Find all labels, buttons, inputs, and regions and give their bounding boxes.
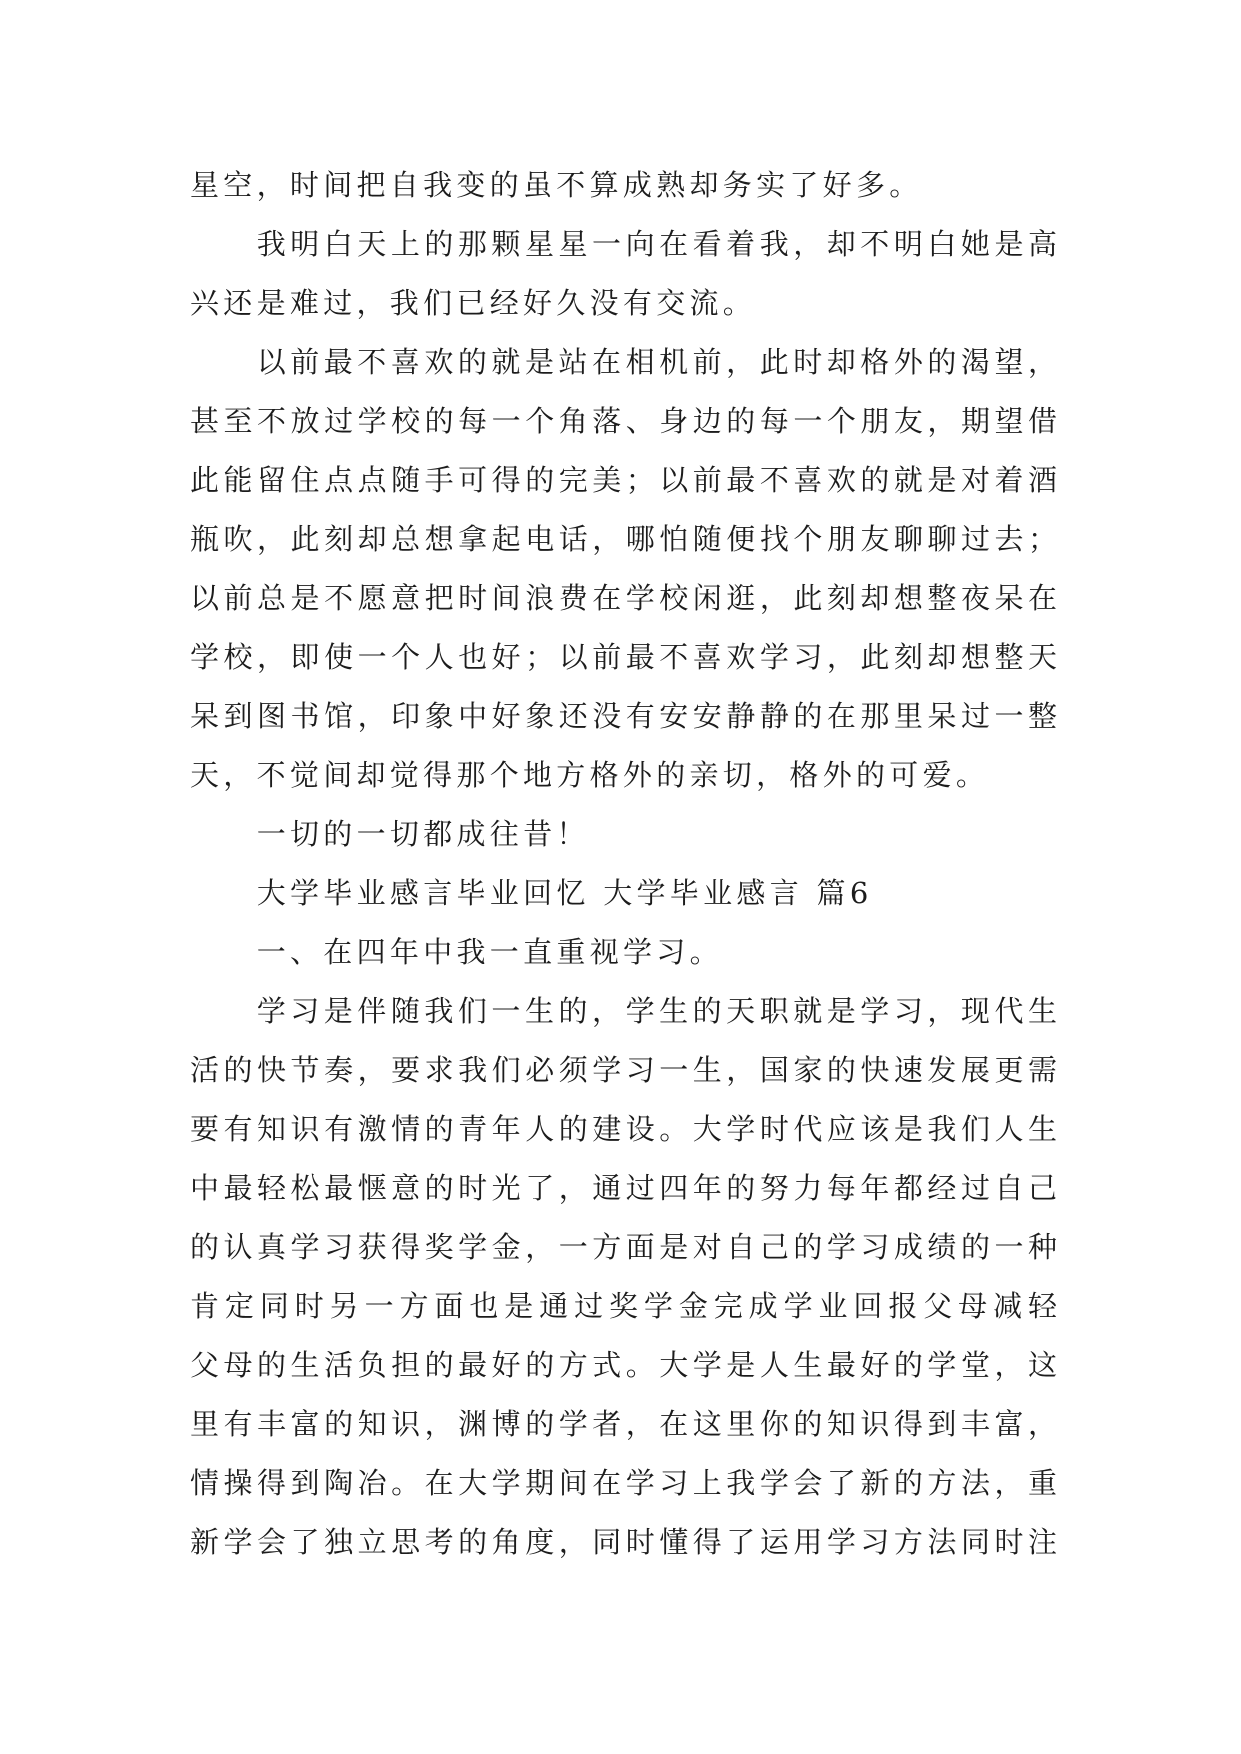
text-line: 天，不觉间却觉得那个地方格外的亲切，格外的可爱。 [190,758,990,792]
subsection-heading [190,923,1057,982]
text-line: 以前最不喜欢的就是站在相机前，此时却格外的渴望， [256,345,1057,379]
text-line: 我明白天上的那颗星星一向在看着我，却不明白她是高 [256,227,1057,261]
text-line: 中最轻松最惬意的时光了，通过四年的努力每年都经过自己 [190,1171,1057,1205]
section-heading-text: 大学毕业感言毕业回忆 大学毕业感言 篇6 [256,876,873,910]
text-line: 情操得到陶冶。在大学期间在学习上我学会了新的方法，重 [190,1466,1057,1500]
text-line: 里有丰富的知识，渊博的学者，在这里你的知识得到丰富， [190,1407,1057,1441]
text-line: 新学会了独立思考的角度，同时懂得了运用学习方法同时注 [190,1525,1057,1559]
subsection-heading-text: 一、在四年中我一直重视学习。 [256,935,723,969]
text-line: 瓶吹，此刻却总想拿起电话，哪怕随便找个朋友聊聊过去； [190,522,1057,556]
text-line: 活的快节奏，要求我们必须学习一生，国家的快速发展更需 [190,1053,1057,1087]
text-line: 甚至不放过学校的每一个角落、身边的每一个朋友，期望借 [190,404,1057,438]
text-line: 星空，时间把自我变的虽不算成熟却务实了好多。 [190,168,923,202]
text-line: 要有知识有激情的青年人的建设。大学时代应该是我们人生 [190,1112,1057,1146]
text-line: 的认真学习获得奖学金，一方面是对自己的学习成绩的一种 [190,1230,1057,1264]
paragraph [190,333,1057,805]
text-line: 学校，即使一个人也好；以前最不喜欢学习，此刻却想整天 [190,640,1057,674]
text-line: 学习是伴随我们一生的，学生的天职就是学习，现代生 [256,994,1057,1028]
document-page-body [190,156,1057,1572]
text-line: 呆到图书馆，印象中好象还没有安安静静的在那里呆过一整 [190,699,1057,733]
text-line: 肯定同时另一方面也是通过奖学金完成学业回报父母减轻 [190,1289,1057,1323]
paragraph [190,805,1057,864]
text-line: 父母的生活负担的最好的方式。大学是人生最好的学堂，这 [190,1348,1057,1382]
section-heading [190,864,1057,923]
text-line: 以前总是不愿意把时间浪费在学校闲逛，此刻却想整夜呆在 [190,581,1057,615]
paragraph [190,982,1057,1572]
text-line: 兴还是难过，我们已经好久没有交流。 [190,286,757,320]
paragraph [190,156,1057,215]
text-line: 此能留住点点随手可得的完美；以前最不喜欢的就是对着酒 [190,463,1057,497]
text-line: 一切的一切都成往昔！ [256,817,590,851]
paragraph [190,215,1057,333]
